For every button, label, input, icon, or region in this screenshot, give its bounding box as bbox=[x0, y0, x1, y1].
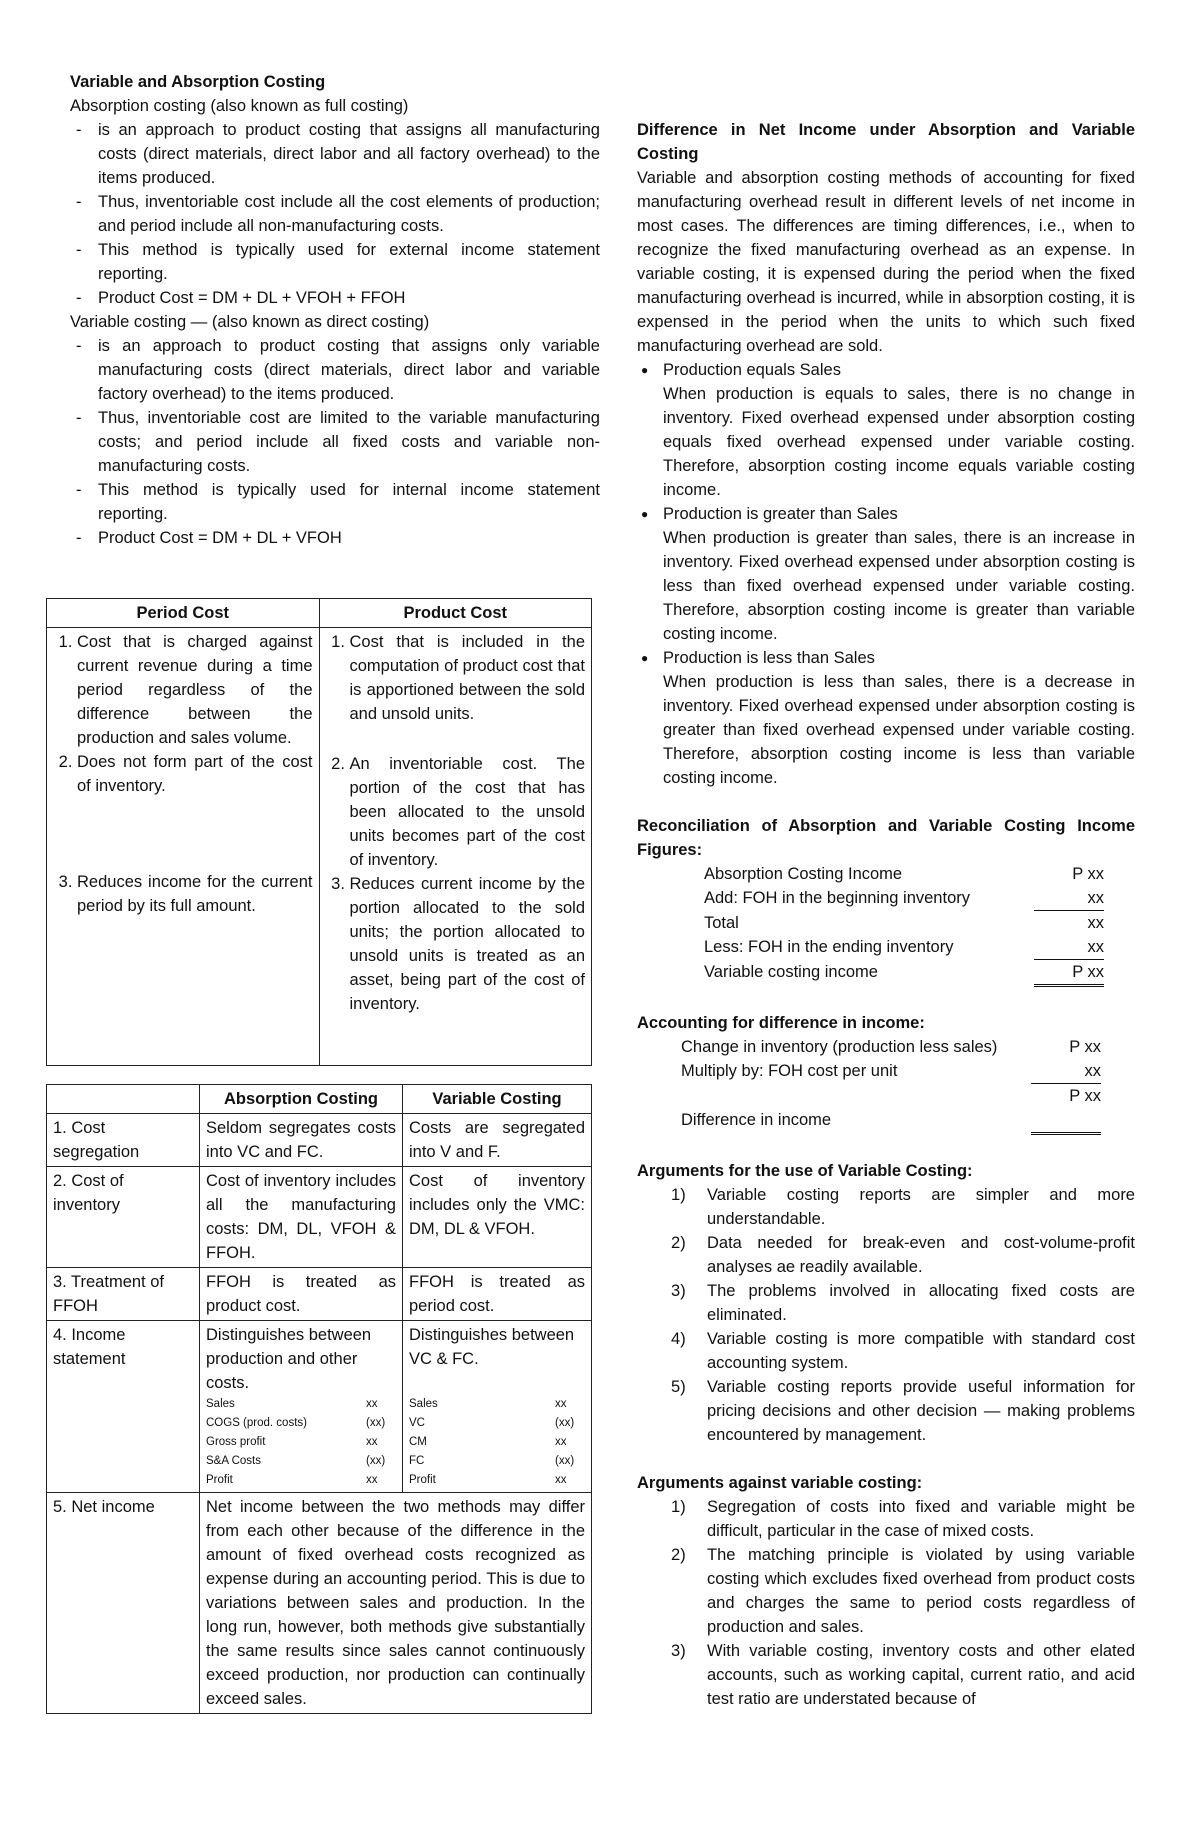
case-item bbox=[663, 646, 1135, 790]
is-line-value: xx bbox=[555, 1436, 567, 1448]
is-line-label: Profit bbox=[409, 1474, 436, 1486]
page-title: Variable and Absorption Costing bbox=[70, 73, 326, 91]
period-cost-item: 3. Reduces income for the current period by its full amount. bbox=[77, 870, 313, 918]
recon-amount: xx bbox=[1034, 935, 1104, 960]
comparison-table bbox=[46, 1084, 592, 1714]
against-item: With variable costing, inventory costs and other elated accounts, such as working capital, current ratio, and acid test ratio are understated because of bbox=[707, 1642, 1135, 1708]
variable-point: - is an approach to product costing that assigns only variable manufacturing costs (direct materials, direct labor and variable factory overhead) to the items produced. bbox=[70, 334, 600, 406]
absorption-header: Absorption Costing bbox=[200, 1085, 403, 1114]
absorption-cell: FFOH is treated as product cost. bbox=[200, 1268, 403, 1321]
row-label: 3. Treatment of FFOH bbox=[47, 1268, 200, 1321]
recon-title: Reconciliation of Absorption and Variable Costing Income Figures: bbox=[637, 817, 1135, 859]
product-cost-item: 3. Reduces current income by the portion allocated to the sold units; the portion allocated to unsold units is treated as an asset, being part of the cost of inventory. bbox=[350, 872, 586, 1016]
period-cost-list bbox=[53, 630, 313, 918]
accounting-amount: xx bbox=[1031, 1059, 1101, 1084]
product-cost-item: 1. Cost that is included in the computation of product cost that is apportioned between the sold and unsold units. bbox=[350, 630, 586, 726]
is-line-label: Profit bbox=[206, 1474, 233, 1486]
is-line-value: xx bbox=[366, 1436, 378, 1448]
period-cost-item: 2. Does not form part of the cost of inventory. bbox=[77, 750, 313, 798]
absorption-points bbox=[70, 118, 600, 310]
variable-income-statement bbox=[409, 1395, 585, 1490]
recon-label: Less: FOH in the ending inventory bbox=[704, 938, 954, 956]
absorption-income-statement bbox=[206, 1395, 396, 1490]
is-line-value: (xx) bbox=[555, 1455, 575, 1467]
table-row bbox=[47, 1493, 592, 1714]
accounting-label: Change in inventory (production less sales) bbox=[681, 1038, 998, 1056]
absorption-point: - Thus, inventoriable cost include all the cost elements of production; and period include all non-manufacturing costs. bbox=[70, 190, 600, 238]
recon-amount: P xx bbox=[1072, 865, 1104, 883]
for-item: Variable costing is more compatible with standard cost accounting system. bbox=[707, 1330, 1135, 1372]
is-line-label: Sales bbox=[206, 1398, 235, 1410]
variable-point: - Thus, inventoriable cost are limited to the variable manufacturing costs; and period include all fixed costs and variable non-manufacturing costs. bbox=[70, 406, 600, 478]
variable-points bbox=[70, 334, 600, 550]
period-product-table bbox=[46, 598, 592, 1066]
for-item: Variable costing reports are simpler and more understandable. bbox=[707, 1186, 1135, 1228]
accounting-title: Accounting for difference in income: bbox=[637, 1014, 925, 1032]
absorption-heading: Absorption costing (also known as full costing) bbox=[70, 97, 409, 115]
recon-amount: xx bbox=[1087, 914, 1104, 932]
absorption-cell: Cost of inventory includes all the manufacturing costs: DM, DL, VFOH & FFOH. bbox=[200, 1167, 403, 1268]
accounting-label: Multiply by: FOH cost per unit bbox=[681, 1062, 898, 1080]
for-item: Data needed for break-even and cost-volume-profit analyses ae readily available. bbox=[707, 1234, 1135, 1276]
case-head: ● Production is greater than Sales bbox=[663, 505, 898, 523]
product-cost-item: 2. An inventoriable cost. The portion of the cost that has been allocated to the unsold units becomes part of the cost of inventory. bbox=[350, 752, 586, 872]
is-line-label: FC bbox=[409, 1455, 425, 1467]
against-list bbox=[637, 1495, 1135, 1711]
case-item bbox=[663, 358, 1135, 502]
absorption-point: - Product Cost = DM + DL + VFOH + FFOH bbox=[70, 286, 600, 310]
right-column bbox=[637, 118, 1135, 1711]
recon-block bbox=[704, 862, 1104, 987]
is-line-label: CM bbox=[409, 1436, 427, 1448]
recon-label: Total bbox=[704, 914, 739, 932]
accounting-block bbox=[681, 1035, 1101, 1135]
variable-header: Variable Costing bbox=[403, 1085, 592, 1114]
comparison-header-blank bbox=[47, 1085, 200, 1114]
is-line-label: Sales bbox=[409, 1398, 438, 1410]
accounting-label bbox=[681, 1084, 1031, 1108]
for-item: The problems involved in allocating fixed costs are eliminated. bbox=[707, 1282, 1135, 1324]
case-head: ● Production is less than Sales bbox=[663, 649, 875, 667]
case-body: When production is less than sales, there is a decrease in inventory. Fixed overhead expensed under absorption costing is greater than fixed overhead expensed under variable costing. Therefore, absorption costing income is less than variable costing income. bbox=[663, 673, 1135, 787]
case-body: When production is greater than sales, there is an increase in inventory. Fixed overhead expensed under absorption costing is less than fixed overhead expensed under variable costing. Therefore, absorption costing income is greater than variable costing income. bbox=[663, 529, 1135, 643]
is-line-label: S&A Costs bbox=[206, 1455, 261, 1467]
variable-point: - This method is typically used for internal income statement reporting. bbox=[70, 478, 600, 526]
recon-label: Variable costing income bbox=[704, 963, 878, 981]
table-row bbox=[47, 1167, 592, 1268]
is-line-value: xx bbox=[366, 1474, 378, 1486]
accounting-label: Difference in income bbox=[681, 1111, 832, 1129]
table-row bbox=[47, 1114, 592, 1167]
table-row bbox=[47, 1321, 592, 1493]
is-line-value: (xx) bbox=[555, 1417, 575, 1429]
variable-cell: FFOH is treated as period cost. bbox=[403, 1268, 592, 1321]
against-item: Segregation of costs into fixed and variable might be difficult, particular in the case of mixed costs. bbox=[707, 1498, 1135, 1540]
is-line-value: xx bbox=[555, 1398, 567, 1410]
accounting-amount: P xx bbox=[1069, 1087, 1101, 1105]
difference-title: Difference in Net Income under Absorption and Variable Costing bbox=[637, 121, 1135, 163]
absorption-point: - is an approach to product costing that assigns all manufacturing costs (direct materials, direct labor and all factory overhead) to the items produced. bbox=[70, 118, 600, 190]
is-line-label: VC bbox=[409, 1417, 425, 1429]
left-column bbox=[70, 70, 600, 550]
is-line-value: (xx) bbox=[366, 1455, 386, 1467]
product-cost-header: Product Cost bbox=[319, 599, 592, 628]
recon-label: Absorption Costing Income bbox=[704, 865, 903, 883]
table-row bbox=[47, 1268, 592, 1321]
is-line-value: xx bbox=[555, 1474, 567, 1486]
row-label: 4. Income statement bbox=[47, 1321, 200, 1493]
variable-cell: Costs are segregated into V and F. bbox=[403, 1114, 592, 1167]
absorption-cell: Seldom segregates costs into VC and FC. bbox=[200, 1114, 403, 1167]
absorption-cell: Distinguishes between production and other costs. bbox=[206, 1326, 372, 1392]
recon-amount: xx bbox=[1034, 886, 1104, 911]
against-title: Arguments against variable costing: bbox=[637, 1474, 923, 1492]
cases-list bbox=[637, 358, 1135, 790]
recon-amount: P xx bbox=[1034, 960, 1104, 987]
for-list bbox=[637, 1183, 1135, 1447]
variable-heading: Variable costing — (also known as direct costing) bbox=[70, 313, 430, 331]
for-item: Variable costing reports provide useful information for pricing decisions and other decision — making problems encountered by management. bbox=[707, 1378, 1135, 1444]
variable-cell: Cost of inventory includes only the VMC: DM, DL & VFOH. bbox=[403, 1167, 592, 1268]
accounting-amount bbox=[1031, 1108, 1101, 1135]
period-cost-item: 1. Cost that is charged against current revenue during a time period regardless of the difference between the production and sales volume. bbox=[77, 630, 313, 750]
row-label: 2. Cost of inventory bbox=[47, 1167, 200, 1268]
against-item: The matching principle is violated by using variable costing which excludes fixed overhead from product costs and charges the same to period costs regardless of production and sales. bbox=[707, 1546, 1135, 1636]
period-cost-header: Period Cost bbox=[47, 599, 320, 628]
case-body: When production is equals to sales, there is no change in inventory. Fixed overhead expensed under absorption costing equals fixed overhead expensed under variable costing. Therefore, absorption costing income equals variable costing income. bbox=[663, 385, 1135, 499]
for-title: Arguments for the use of Variable Costing: bbox=[637, 1162, 973, 1180]
product-cost-list bbox=[326, 630, 586, 1016]
difference-text: Variable and absorption costing methods of accounting for fixed manufacturing overhead result in different levels of net income in most cases. The differences are timing differences, i.e., when to recognize the fixed manufacturing overhead as an expense. In variable costing, it is expensed during the period when the fixed manufacturing overhead is incurred, while in absorption costing, it is expensed in the period when the units to which such fixed manufacturing overhead are sold. bbox=[637, 169, 1135, 355]
recon-label: Add: FOH in the beginning inventory bbox=[704, 889, 970, 907]
is-line-value: xx bbox=[366, 1398, 378, 1410]
variable-point: - Product Cost = DM + DL + VFOH bbox=[70, 526, 600, 550]
row-label: 5. Net income bbox=[47, 1493, 200, 1714]
absorption-point: - This method is typically used for external income statement reporting. bbox=[70, 238, 600, 286]
case-head: ● Production equals Sales bbox=[663, 361, 841, 379]
accounting-amount: P xx bbox=[1069, 1038, 1101, 1056]
is-line-value: (xx) bbox=[366, 1417, 386, 1429]
net-income-cell: Net income between the two methods may differ from each other because of the difference in the amount of fixed overhead costs recognized as expense during an accounting period. This is due to variations between sales and production. In the long run, however, both methods give substantially the same results since sales cannot continuously exceed production, nor production can continually exceed sales. bbox=[200, 1493, 592, 1714]
row-label: 1. Cost segregation bbox=[47, 1114, 200, 1167]
case-item bbox=[663, 502, 1135, 646]
is-line-label: COGS (prod. costs) bbox=[206, 1417, 307, 1429]
is-line-label: Gross profit bbox=[206, 1436, 266, 1448]
variable-cell: Distinguishes between VC & FC. bbox=[409, 1326, 575, 1368]
